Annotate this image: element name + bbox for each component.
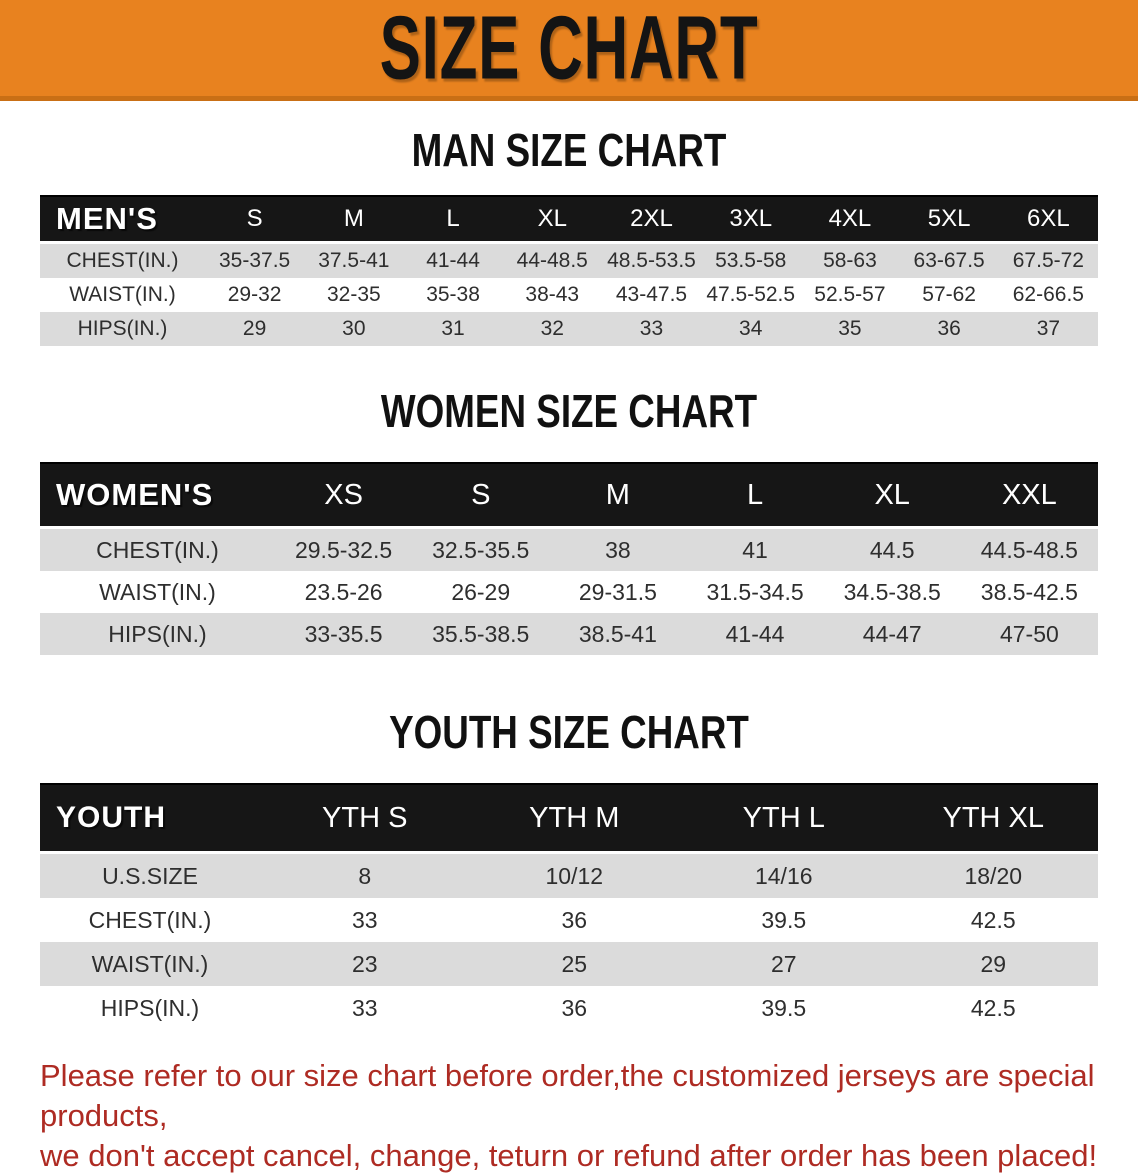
mens-col-3xl: 3XL (701, 196, 800, 243)
mens-col-2xl: 2XL (602, 196, 701, 243)
row-label: WAIST(IN.) (40, 571, 275, 613)
womens-col-xxl: XXL (961, 463, 1098, 528)
row-label: HIPS(IN.) (40, 312, 205, 346)
cell: 35-37.5 (205, 243, 304, 279)
cell: 41-44 (403, 243, 502, 279)
youth-chest-row (40, 898, 1098, 942)
cell: 53.5-58 (701, 243, 800, 279)
cell: 25 (470, 942, 680, 986)
cell: 31.5-34.5 (686, 571, 823, 613)
youth-col-s: YTH S (260, 784, 470, 853)
cell: 39.5 (679, 898, 889, 942)
women-section-title: WOMEN SIZE CHART (380, 385, 758, 437)
cell: 57-62 (900, 278, 999, 312)
row-label: CHEST(IN.) (40, 243, 205, 279)
cell: 63-67.5 (900, 243, 999, 279)
cell: 42.5 (889, 986, 1099, 1030)
youth-ussize-row (40, 853, 1098, 899)
disclaimer-text (40, 1056, 1138, 1176)
cell: 32 (503, 312, 602, 346)
mens-col-s: S (205, 196, 304, 243)
cell: 10/12 (470, 853, 680, 899)
youth-col-m: YTH M (470, 784, 680, 853)
womens-col-xs: XS (275, 463, 412, 528)
youth-group-label: YOUTH (40, 784, 260, 853)
youth-header-row (40, 784, 1098, 853)
banner-title: SIZE CHART (379, 0, 759, 99)
cell: 34 (701, 312, 800, 346)
mens-col-5xl: 5XL (900, 196, 999, 243)
cell: 48.5-53.5 (602, 243, 701, 279)
cell: 58-63 (800, 243, 899, 279)
cell: 23.5-26 (275, 571, 412, 613)
mens-col-m: M (304, 196, 403, 243)
cell: 29-32 (205, 278, 304, 312)
mens-col-4xl: 4XL (800, 196, 899, 243)
youth-col-xl: YTH XL (889, 784, 1099, 853)
womens-header-row (40, 463, 1098, 528)
cell: 42.5 (889, 898, 1099, 942)
womens-group-label: WOMEN'S (40, 463, 275, 528)
cell: 35-38 (403, 278, 502, 312)
row-label: HIPS(IN.) (40, 986, 260, 1030)
cell: 31 (403, 312, 502, 346)
cell: 37.5-41 (304, 243, 403, 279)
cell: 29.5-32.5 (275, 528, 412, 572)
womens-col-xl: XL (824, 463, 961, 528)
row-label: HIPS(IN.) (40, 613, 275, 655)
mens-size-table (40, 195, 1098, 346)
youth-size-table (40, 783, 1098, 1030)
cell: 35.5-38.5 (412, 613, 549, 655)
womens-waist-row (40, 571, 1098, 613)
youth-section-title: YOUTH SIZE CHART (389, 706, 749, 758)
row-label: U.S.SIZE (40, 853, 260, 899)
cell: 44.5 (824, 528, 961, 572)
cell: 36 (470, 986, 680, 1030)
cell: 44-47 (824, 613, 961, 655)
cell: 44-48.5 (503, 243, 602, 279)
cell: 34.5-38.5 (824, 571, 961, 613)
row-label: CHEST(IN.) (40, 898, 260, 942)
row-label: WAIST(IN.) (40, 942, 260, 986)
womens-hips-row (40, 613, 1098, 655)
mens-col-xl: XL (503, 196, 602, 243)
youth-waist-row (40, 942, 1098, 986)
cell: 26-29 (412, 571, 549, 613)
cell: 30 (304, 312, 403, 346)
cell: 38-43 (503, 278, 602, 312)
cell: 36 (470, 898, 680, 942)
cell: 36 (900, 312, 999, 346)
cell: 33-35.5 (275, 613, 412, 655)
man-section-title: MAN SIZE CHART (411, 124, 727, 176)
womens-col-s: S (412, 463, 549, 528)
row-label: CHEST(IN.) (40, 528, 275, 572)
cell: 62-66.5 (999, 278, 1098, 312)
cell: 52.5-57 (800, 278, 899, 312)
cell: 47.5-52.5 (701, 278, 800, 312)
disclaimer-line-1: Please refer to our size chart before order,the customized jerseys are special products, (40, 1058, 1095, 1133)
cell: 38 (549, 528, 686, 572)
cell: 27 (679, 942, 889, 986)
womens-chest-row (40, 528, 1098, 572)
cell: 35 (800, 312, 899, 346)
youth-hips-row (40, 986, 1098, 1030)
cell: 33 (260, 898, 470, 942)
mens-col-l: L (403, 196, 502, 243)
mens-group-label: MEN'S (40, 196, 205, 243)
womens-col-m: M (549, 463, 686, 528)
mens-waist-row (40, 278, 1098, 312)
cell: 37 (999, 312, 1098, 346)
cell: 29 (205, 312, 304, 346)
cell: 32-35 (304, 278, 403, 312)
cell: 33 (602, 312, 701, 346)
cell: 32.5-35.5 (412, 528, 549, 572)
mens-col-6xl: 6XL (999, 196, 1098, 243)
cell: 43-47.5 (602, 278, 701, 312)
cell: 8 (260, 853, 470, 899)
size-chart-banner (0, 0, 1138, 101)
cell: 29-31.5 (549, 571, 686, 613)
cell: 18/20 (889, 853, 1099, 899)
womens-col-l: L (686, 463, 823, 528)
disclaimer-line-2: we don't accept cancel, change, teturn or refund after order has been placed! (40, 1138, 1098, 1173)
cell: 47-50 (961, 613, 1098, 655)
cell: 41-44 (686, 613, 823, 655)
youth-col-l: YTH L (679, 784, 889, 853)
mens-chest-row (40, 243, 1098, 279)
row-label: WAIST(IN.) (40, 278, 205, 312)
cell: 23 (260, 942, 470, 986)
cell: 33 (260, 986, 470, 1030)
cell: 29 (889, 942, 1099, 986)
cell: 38.5-42.5 (961, 571, 1098, 613)
womens-size-table (40, 462, 1098, 655)
cell: 67.5-72 (999, 243, 1098, 279)
cell: 38.5-41 (549, 613, 686, 655)
cell: 41 (686, 528, 823, 572)
cell: 44.5-48.5 (961, 528, 1098, 572)
cell: 39.5 (679, 986, 889, 1030)
mens-hips-row (40, 312, 1098, 346)
mens-header-row (40, 196, 1098, 243)
cell: 14/16 (679, 853, 889, 899)
